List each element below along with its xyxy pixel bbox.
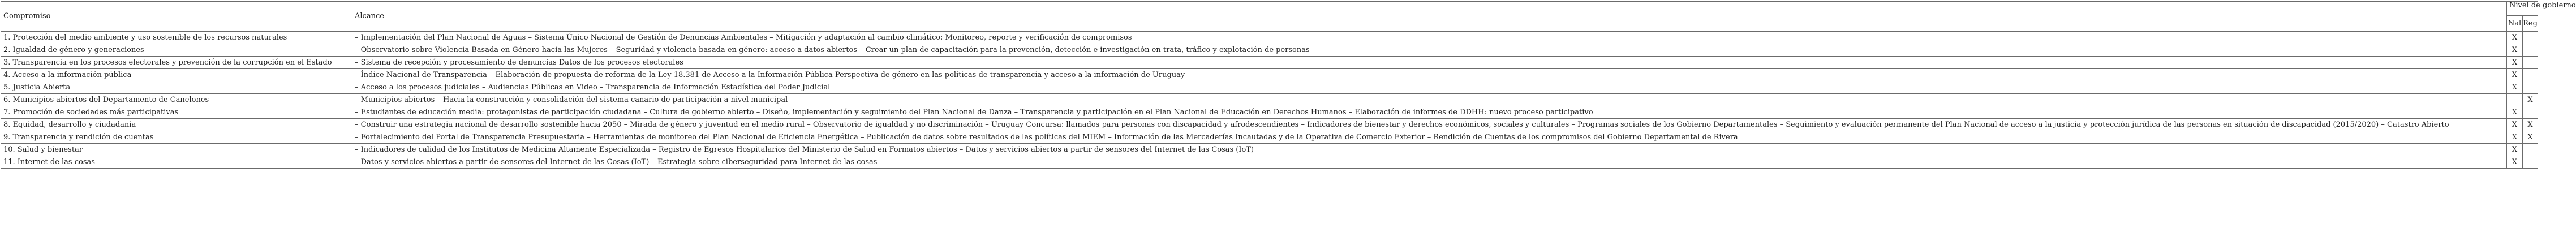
cell-reg: X bbox=[2523, 131, 2538, 144]
table-row bbox=[1, 106, 2538, 119]
cell-alcance: – Implementación del Plan Nacional de Aguas – Sistema Único Nacional de Gestión de Denuncias Ambientales – Mitigación y adaptación al cambio climático: Monitoreo, reporte y verificación de compromisos bbox=[352, 32, 2507, 44]
cell-nal: X bbox=[2507, 106, 2523, 119]
cell-compromiso: 4. Acceso a la información pública bbox=[1, 69, 352, 81]
cell-alcance: – Observatorio sobre Violencia Basada en Género hacia las Mujeres – Seguridad y violencia basada en género: acceso a datos abiertos – Crear un plan de capacitación para la prevención, detección e investigación en trata, tráfico y explotación de personas bbox=[352, 44, 2507, 57]
cell-compromiso: 3. Transparencia en los procesos electorales y prevención de la corrupción en el Estado bbox=[1, 57, 352, 69]
cell-compromiso: 5. Justicia Abierta bbox=[1, 81, 352, 94]
cell-reg: X bbox=[2523, 94, 2538, 106]
cell-nal bbox=[2507, 94, 2523, 106]
table-row bbox=[1, 32, 2538, 44]
cell-alcance: – Municipios abiertos – Hacia la construcción y consolidación del sistema canario de participación a nivel municipal bbox=[352, 94, 2507, 106]
cell-nal: X bbox=[2507, 32, 2523, 44]
table-row bbox=[1, 44, 2538, 57]
cell-reg bbox=[2523, 106, 2538, 119]
cell-compromiso: 9. Transparencia y rendición de cuentas bbox=[1, 131, 352, 144]
commitments-table-container bbox=[1, 1, 2576, 227]
commitments-table bbox=[1, 1, 2576, 169]
header-reg: Reg bbox=[2523, 16, 2538, 32]
cell-alcance: – Estudiantes de educación media: protagonistas de participación ciudadana – Cultura de gobierno abierto – Diseño, implementación y seguimiento del Plan Nacional de Danza – Transparencia y participación en el Plan Nacional de Educación en Derechos Humanos – Elaboración de informes de DDHH: nuevo proceso participativo bbox=[352, 106, 2507, 119]
cell-compromiso: 6. Municipios abiertos del Departamento de Canelones bbox=[1, 94, 352, 106]
cell-alcance: – Acceso a los procesos judiciales – Audiencias Públicas en Video – Transparencia de Información Estadística del Poder Judicial bbox=[352, 81, 2507, 94]
table-row bbox=[1, 156, 2538, 169]
cell-reg: X bbox=[2523, 119, 2538, 131]
cell-nal: X bbox=[2507, 144, 2523, 156]
cell-compromiso: 7. Promoción de sociedades más participativas bbox=[1, 106, 352, 119]
table-row bbox=[1, 131, 2538, 144]
cell-nal: X bbox=[2507, 119, 2523, 131]
cell-alcance: – Sistema de recepción y procesamiento de denuncias Datos de los procesos electorales bbox=[352, 57, 2507, 69]
cell-reg bbox=[2523, 57, 2538, 69]
cell-reg bbox=[2523, 81, 2538, 94]
cell-compromiso: 1. Protección del medio ambiente y uso sostenible de los recursos naturales bbox=[1, 32, 352, 44]
table-row bbox=[1, 57, 2538, 69]
header-row bbox=[1, 2, 2538, 16]
cell-reg bbox=[2523, 32, 2538, 44]
header-nivel-gobierno: Nivel de gobierno bbox=[2507, 2, 2538, 16]
cell-nal: X bbox=[2507, 81, 2523, 94]
header-nal: Nal bbox=[2507, 16, 2523, 32]
table-row bbox=[1, 81, 2538, 94]
cell-nal: X bbox=[2507, 57, 2523, 69]
cell-compromiso: 11. Internet de las cosas bbox=[1, 156, 352, 169]
cell-alcance: – Datos y servicios abiertos a partir de sensores del Internet de las Cosas (IoT) – Estrategia sobre ciberseguridad para Internet de las cosas bbox=[352, 156, 2507, 169]
cell-alcance: – Fortalecimiento del Portal de Transparencia Presupuestaria – Herramientas de monitoreo del Plan Nacional de Eficiencia Energética – Publicación de datos sobre resultados de las políticas del MIEM – Información de las Mercaderías Incautadas y de la Operativa de Comercio Exterior – Rendición de Cuentas de los compromisos del Gobierno Departamental de Rivera bbox=[352, 131, 2507, 144]
cell-reg bbox=[2523, 144, 2538, 156]
cell-reg bbox=[2523, 44, 2538, 57]
cell-compromiso: 10. Salud y bienestar bbox=[1, 144, 352, 156]
table-row bbox=[1, 94, 2538, 106]
header-compromiso: Compromiso bbox=[1, 2, 352, 32]
header-alcance: Alcance bbox=[352, 2, 2507, 32]
cell-alcance: – Construir una estrategia nacional de desarrollo sostenible hacia 2050 – Mirada de género y juventud en el medio rural – Observatorio de igualdad y no discriminación – Uruguay Concursa: llamados para personas con discapacidad y afrodescendientes – Indicadores de bienestar y derechos económicos, sociales y culturales – Programas sociales de los Gobierno Departamentales – Seguimiento y evaluación permanente del Plan Nacional de acceso a la justicia y protección jurídica de las personas en situación de discapacidad (2015/2020) – Catastro Abierto bbox=[352, 119, 2507, 131]
cell-reg bbox=[2523, 156, 2538, 169]
cell-nal: X bbox=[2507, 131, 2523, 144]
cell-reg bbox=[2523, 69, 2538, 81]
cell-nal: X bbox=[2507, 44, 2523, 57]
cell-compromiso: 8. Equidad, desarrollo y ciudadanía bbox=[1, 119, 352, 131]
cell-nal: X bbox=[2507, 156, 2523, 169]
cell-nal: X bbox=[2507, 69, 2523, 81]
table-row bbox=[1, 69, 2538, 81]
cell-compromiso: 2. Igualdad de género y generaciones bbox=[1, 44, 352, 57]
table-row bbox=[1, 119, 2538, 131]
cell-alcance: – Índice Nacional de Transparencia – Elaboración de propuesta de reforma de la Ley 18.381 de Acceso a la Información Pública Perspectiva de género en las políticas de transparencia y acceso a la información de Uruguay bbox=[352, 69, 2507, 81]
table-row bbox=[1, 144, 2538, 156]
cell-alcance: – Indicadores de calidad de los Institutos de Medicina Altamente Especializada – Registro de Egresos Hospitalarios del Ministerio de Salud en Formatos abiertos – Datos y servicios abiertos a partir de sensores del Internet de las Cosas (IoT) bbox=[352, 144, 2507, 156]
